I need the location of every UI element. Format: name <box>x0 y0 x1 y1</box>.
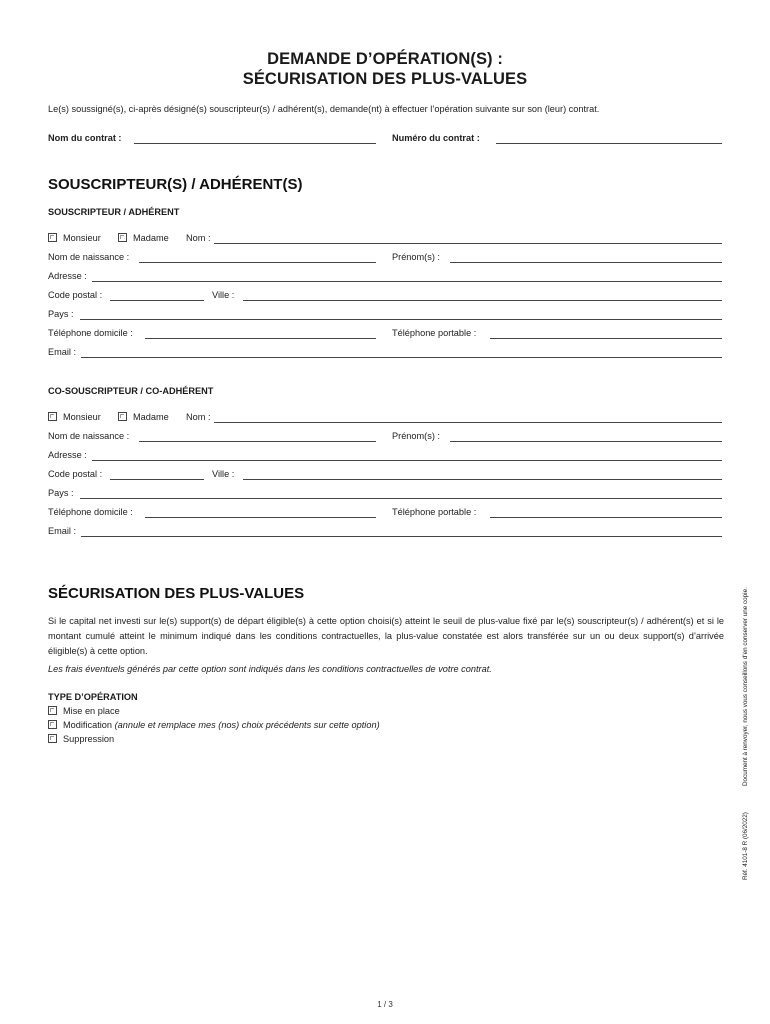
nom-naissance-field[interactable] <box>139 262 376 263</box>
co-nom-naissance-label: Nom de naissance : <box>48 431 130 441</box>
option-mise-en-place[interactable] <box>48 706 120 716</box>
code-postal-field[interactable] <box>110 300 204 301</box>
co-tel-domicile-field[interactable] <box>145 517 376 518</box>
email-label: Email : <box>48 347 77 357</box>
tel-domicile-field[interactable] <box>145 338 376 339</box>
mise-en-place-label: Mise en place <box>63 706 120 716</box>
co-code-postal-label: Code postal : <box>48 469 103 479</box>
madame-option[interactable] <box>118 233 169 243</box>
co-code-postal-field[interactable] <box>110 479 204 480</box>
checkbox[interactable] <box>48 734 57 743</box>
securisation-paragraph: Si le capital net investi sur le(s) support(s) de départ éligible(s) à cette option choisi(s) atteint le seuil de plus-value fixé par le(s) souscripteur(s) / adhérent(s) et si le montant cumulé atteint le minimum indiqué dans les conditions contractuelles, la plus-value constatée est alors transférée sur un ou deux support(s) d’arrivée éligible(s) à cette option. <box>48 616 724 656</box>
return-notice: Document à renvoyer, nous vous conseillons d’en conserver une copie. <box>742 587 749 786</box>
prenom-field[interactable] <box>450 262 722 263</box>
co-prenom-label: Prénom(s) : <box>392 431 440 441</box>
email-field[interactable] <box>81 357 722 358</box>
checkbox[interactable] <box>48 720 57 729</box>
fees-note: Les frais éventuels générés par cette option sont indiqués dans les conditions contractuelles de votre contrat. <box>48 664 492 674</box>
co-email-field[interactable] <box>81 536 722 537</box>
prenom-label: Prénom(s) : <box>392 252 440 262</box>
tel-portable-field[interactable] <box>490 338 722 339</box>
adresse-label: Adresse : <box>48 271 87 281</box>
section-subscribers-heading: SOUSCRIPTEUR(S) / ADHÉRENT(S) <box>48 176 303 193</box>
contract-name-label: Nom du contrat : <box>48 133 122 143</box>
nom-field[interactable] <box>214 243 722 244</box>
option-modification[interactable] <box>48 720 380 730</box>
form-title-line2: SÉCURISATION DES PLUS-VALUES <box>242 70 528 88</box>
co-monsieur-option[interactable] <box>48 412 101 422</box>
contract-number-label: Numéro du contrat : <box>392 133 480 143</box>
checkbox[interactable] <box>118 412 127 421</box>
pays-field[interactable] <box>80 319 722 320</box>
pays-label: Pays : <box>48 309 74 319</box>
contract-name-field[interactable] <box>134 143 376 144</box>
co-subscriber-subheading: CO-SOUSCRIPTEUR / CO-ADHÉRENT <box>48 386 214 396</box>
contract-number-field[interactable] <box>496 143 722 144</box>
modification-note: (annule et remplace mes (nos) choix précédents sur cette option) <box>114 720 380 730</box>
co-pays-field[interactable] <box>80 498 722 499</box>
monsieur-label: Monsieur <box>63 412 101 422</box>
co-pays-label: Pays : <box>48 488 74 498</box>
co-tel-portable-label: Téléphone portable : <box>392 507 477 517</box>
co-prenom-field[interactable] <box>450 441 722 442</box>
co-ville-field[interactable] <box>243 479 722 480</box>
madame-label: Madame <box>133 233 169 243</box>
code-postal-label: Code postal : <box>48 290 103 300</box>
madame-label: Madame <box>133 412 169 422</box>
monsieur-option[interactable] <box>48 233 101 243</box>
co-tel-portable-field[interactable] <box>490 517 722 518</box>
nom-naissance-label: Nom de naissance : <box>48 252 130 262</box>
ville-label: Ville : <box>212 290 235 300</box>
checkbox[interactable] <box>118 233 127 242</box>
co-nom-label: Nom : <box>186 412 211 422</box>
checkbox[interactable] <box>48 706 57 715</box>
checkbox[interactable] <box>48 412 57 421</box>
co-madame-option[interactable] <box>118 412 169 422</box>
co-ville-label: Ville : <box>212 469 235 479</box>
co-email-label: Email : <box>48 526 77 536</box>
co-nom-field[interactable] <box>214 422 722 423</box>
nom-label: Nom : <box>186 233 211 243</box>
tel-domicile-label: Téléphone domicile : <box>48 328 133 338</box>
subscriber-subheading: SOUSCRIPTEUR / ADHÉRENT <box>48 207 180 217</box>
monsieur-label: Monsieur <box>63 233 101 243</box>
modification-label: Modification <box>63 720 113 730</box>
checkbox[interactable] <box>48 233 57 242</box>
adresse-field[interactable] <box>92 281 722 282</box>
page-number: 1 / 3 <box>377 1000 393 1009</box>
form-title-line1: DEMANDE D’OPÉRATION(S) : <box>267 50 503 68</box>
option-suppression[interactable] <box>48 734 114 744</box>
tel-portable-label: Téléphone portable : <box>392 328 477 338</box>
co-adresse-field[interactable] <box>92 460 722 461</box>
section-securisation-heading: SÉCURISATION DES PLUS-VALUES <box>48 585 305 602</box>
suppression-label: Suppression <box>63 734 115 744</box>
intro-text: Le(s) soussigné(s), ci-après désigné(s) souscripteur(s) / adhérent(s), demande(nt) à effectuer l’opération suivante sur son (leur) contrat. <box>48 104 600 114</box>
operation-type-heading: TYPE D’OPÉRATION <box>48 692 138 702</box>
co-adresse-label: Adresse : <box>48 450 87 460</box>
co-tel-domicile-label: Téléphone domicile : <box>48 507 133 517</box>
ville-field[interactable] <box>243 300 722 301</box>
reference-code: Réf. 4101-8 R (06/2022) <box>742 812 749 880</box>
co-nom-naissance-field[interactable] <box>139 441 376 442</box>
